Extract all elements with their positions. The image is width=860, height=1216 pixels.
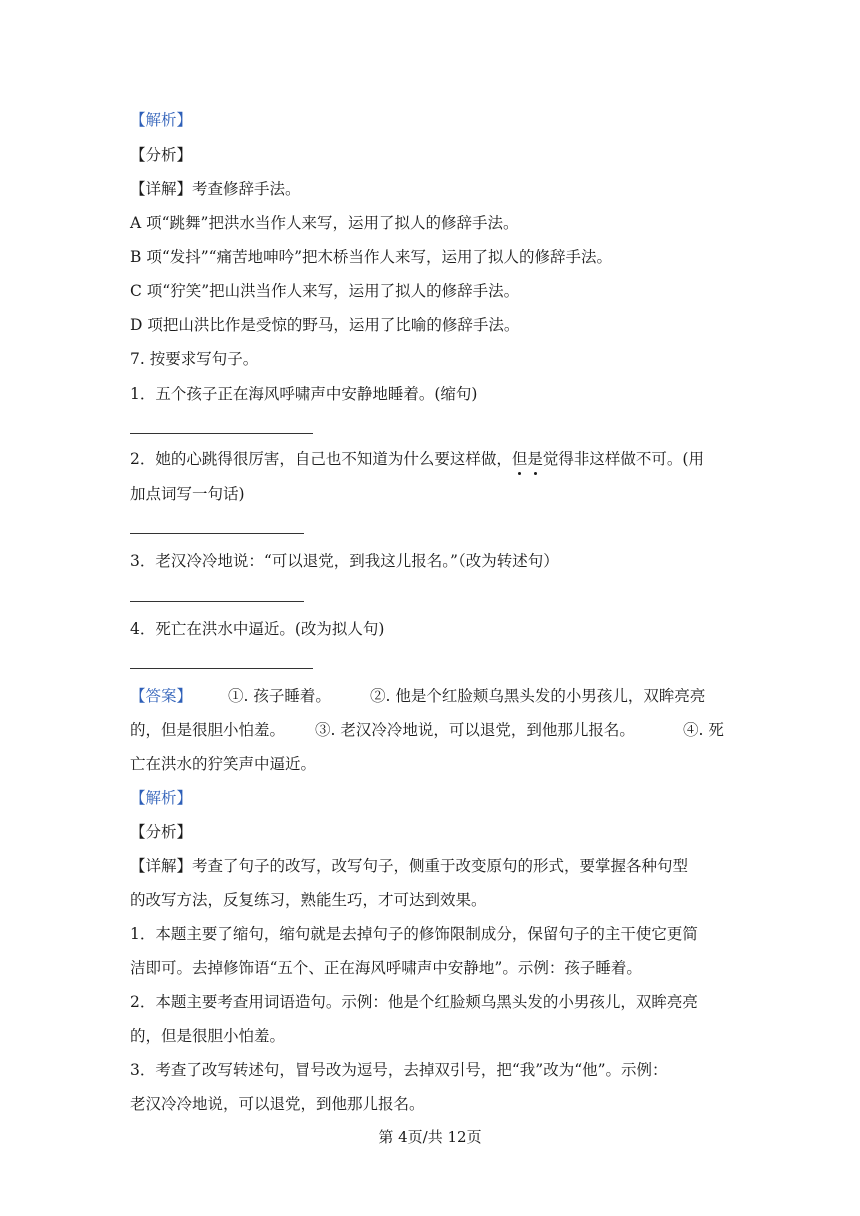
explanation-1-line-2: 洁即可。去掉修饰语“五个、正在海风呼啸声中安静地”。示例：孩子睡着。 — [130, 959, 642, 977]
answer-line-2 — [130, 720, 730, 740]
explanation-3-line-1: 3．考查了改写转述句，冒号改为逗号，去掉双引号，把“我”改为“他”。示例： — [130, 1061, 668, 1079]
answer-line-1 — [130, 686, 730, 706]
explanation-2-line-1: 2．本题主要考查用词语造句。示例：他是个红脸颊乌黑头发的小男孩儿，双眸亮亮 — [130, 993, 698, 1011]
answer-item-2: ②. 他是个红脸颊乌黑头发的小男孩儿，双眸亮亮 — [370, 687, 706, 705]
q7-2-text-pre: 2．她的心跳得很厉害，自己也不知道为什么要这样做， — [130, 450, 512, 468]
explanation-3-line-2: 老汉冷冷地说，可以退党，到他那儿报名。 — [130, 1095, 425, 1113]
explanation-2-line-2: 的，但是很胆小怕羞。 — [130, 1027, 286, 1045]
question-7-3: 3．老汉冷冷地说：“可以退党，到我这儿报名。”（改为转述句） — [130, 552, 559, 570]
dotted-char-shi: 是 — [527, 450, 543, 468]
answer-tag: 【答案】 — [130, 687, 193, 705]
question-7-1: 1．五个孩子正在海风呼啸声中安静地睡着。(缩句) — [130, 385, 478, 403]
option-b-explanation: B 项“发抖”“痛苦地呻吟”把木桥当作人来写，运用了拟人的修辞手法。 — [130, 248, 613, 266]
explanation-1-line-1: 1．本题主要了缩句，缩句就是去掉句子的修饰限制成分，保留句子的主干使它更简 — [130, 925, 698, 943]
option-c-explanation: C 项“狞笑”把山洪当作人来写，运用了拟人的修辞手法。 — [130, 282, 520, 300]
question-7-2-line1 — [130, 449, 730, 469]
analysis-tag-2: 【解析】 — [130, 789, 193, 807]
dotted-char-dan: 但 — [511, 450, 528, 468]
answer-item-1: ①. 孩子睡着。 — [228, 687, 331, 705]
question-7-title: 7. 按要求写句子。 — [130, 350, 259, 368]
answer-blank-3 — [130, 601, 304, 602]
page-footer: 第 4页/共 12页 — [378, 1128, 482, 1146]
analysis-tag: 【解析】 — [130, 111, 193, 129]
xiangjie-2-line-1: 【详解】考查了句子的改写，改写句子，侧重于改变原句的形式，要掌握各种句型 — [130, 857, 689, 875]
question-7-2-line2: 加点词写一句话) — [130, 485, 245, 503]
xiangjie-line: 【详解】考查修辞手法。 — [130, 180, 301, 198]
option-a-explanation: A 项“跳舞”把洪水当作人来写，运用了拟人的修辞手法。 — [130, 214, 519, 232]
answer-blank-1 — [130, 433, 313, 434]
fenxi-tag-2: 【分析】 — [130, 823, 193, 841]
xiangjie-2-line-2: 的改写方法，反复练习，熟能生巧，才可达到效果。 — [130, 891, 487, 909]
answer-item-3: ③. 老汉冷冷地说，可以退党，到他那儿报名。 — [315, 721, 635, 739]
answer-item-2-cont: 的，但是很胆小怕羞。 — [130, 721, 286, 739]
answer-line-3: 亡在洪水的狞笑声中逼近。 — [130, 755, 317, 773]
question-7-4: 4．死亡在洪水中逼近。(改为拟人句) — [130, 620, 385, 638]
answer-item-4: ④. 死 — [683, 721, 724, 739]
option-d-explanation: D 项把山洪比作是受惊的野马，运用了比喻的修辞手法。 — [130, 316, 520, 334]
answer-blank-2 — [130, 533, 304, 534]
answer-blank-4 — [130, 668, 313, 669]
q7-2-text-post: 觉得非这样做不可。(用 — [542, 450, 704, 468]
fenxi-tag: 【分析】 — [130, 146, 193, 164]
